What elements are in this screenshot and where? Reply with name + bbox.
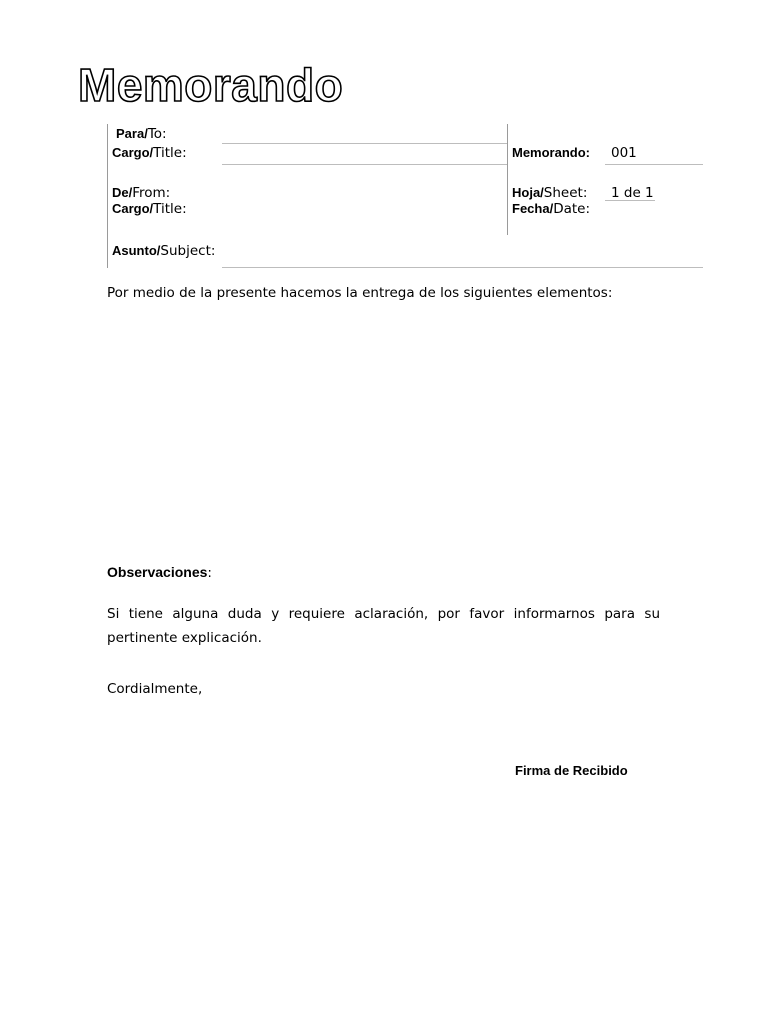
observations-heading: [107, 560, 212, 585]
observations-note: Si tiene alguna duda y requiere aclaración, por favor informarnos para su pertinente explicación.: [107, 606, 660, 646]
sheet-label: [512, 185, 587, 201]
sheet-label-es: Hoja/: [512, 185, 544, 200]
to-title-label-es: Cargo/: [112, 145, 154, 160]
to-title-field-line: [222, 164, 507, 165]
to-label: [116, 126, 167, 142]
header-middle-divider: [507, 124, 508, 235]
header-left-border: [107, 124, 108, 268]
sheet-value: 1 de 1: [611, 185, 654, 201]
from-label-en: From:: [132, 185, 171, 201]
date-label: [512, 201, 590, 217]
to-label-en: To:: [147, 126, 167, 142]
to-label-es: Para/: [116, 126, 148, 141]
signature-label: Firma de Recibido: [515, 763, 628, 778]
observations-label: Observaciones: [107, 564, 208, 580]
sheet-label-en: Sheet:: [543, 185, 588, 201]
document-title: Memorando: [78, 59, 344, 111]
from-title-label-en: Title:: [153, 201, 187, 217]
subject-label-es: Asunto/: [112, 243, 161, 258]
subject-field-line: [222, 267, 703, 268]
intro-text: Por medio de la presente hacemos la entrega de los siguientes elementos:: [107, 285, 613, 301]
from-label-es: De/: [112, 185, 133, 200]
from-label: [112, 185, 170, 201]
subject-label-en: Subject:: [160, 243, 216, 259]
to-title-label: [112, 145, 187, 161]
date-label-es: Fecha/: [512, 201, 554, 216]
observations-colon: :: [207, 565, 212, 581]
to-field-line: [222, 143, 507, 144]
from-title-label: [112, 201, 187, 217]
memo-number-value: 001: [611, 145, 637, 161]
closing-text: Cordialmente,: [107, 681, 203, 697]
memo-number-label: Memorando:: [512, 145, 590, 160]
memo-number-line: [605, 164, 703, 165]
to-title-label-en: Title:: [153, 145, 187, 161]
date-label-en: Date:: [553, 201, 591, 217]
subject-label: [112, 243, 215, 259]
from-title-label-es: Cargo/: [112, 201, 154, 216]
